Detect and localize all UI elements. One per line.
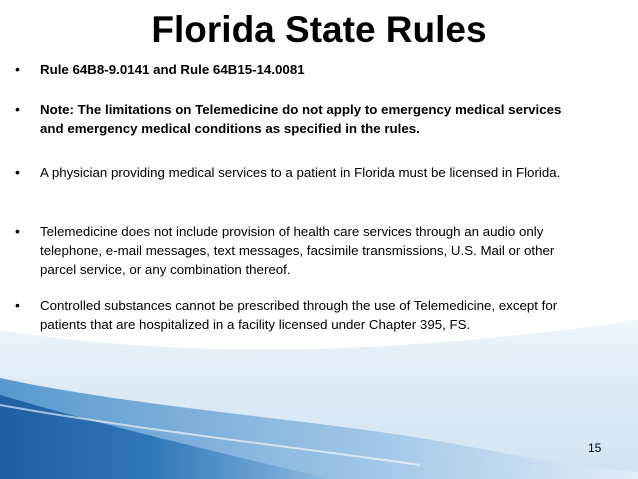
bullet-text: A physician providing medical services to a patient in Florida must be licensed in Florida. xyxy=(40,165,561,180)
bullet-icon: • xyxy=(15,101,20,117)
bullet-text: Note: The limitations on Telemedicine do not apply to emergency medical services and emergency medical conditions as specified in the rules. xyxy=(40,102,562,136)
bullet-icon: • xyxy=(15,223,20,239)
page-number: 15 xyxy=(588,441,602,455)
bullet-icon: • xyxy=(15,297,20,313)
bullet-icon: • xyxy=(15,61,20,77)
bullet-text: Telemedicine does not include provision of health care services through an audio only telephone, e-mail messages, text messages, facsimile transmissions, U.S. Mail or other parcel service, or any combination thereof. xyxy=(40,224,555,277)
slide-title: Florida State Rules xyxy=(151,9,487,50)
bullet-text: Controlled substances cannot be prescribed through the use of Telemedicine, except for patients that are hospitalized in a facility licensed under Chapter 395, FS. xyxy=(40,298,558,332)
bullet-text: Rule 64B8-9.0141 and Rule 64B15-14.0081 xyxy=(40,62,305,77)
bullet-icon: • xyxy=(15,164,20,180)
